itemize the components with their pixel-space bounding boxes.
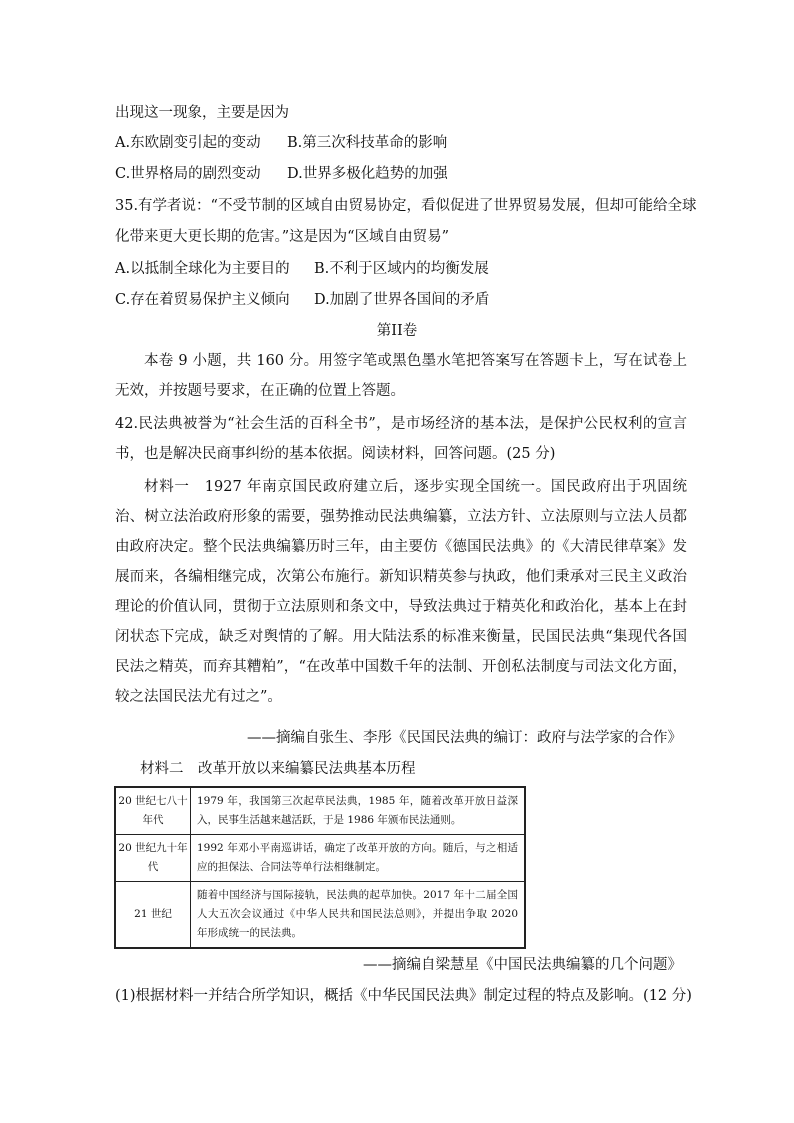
section2-title: 第II卷 [376, 323, 418, 339]
q35-stem-line2: 化带来更大更长期的危害。”这是因为“区域自由贸易” [115, 229, 449, 245]
q35-option-b: B.不利于区域内的均衡发展 [314, 261, 489, 277]
table-row [115, 882, 525, 949]
q34-option-a: A.东欧剧变引起的变动 [115, 135, 261, 151]
table-era-cell: 21 世纪 [115, 882, 191, 949]
table-text-cell: 随着中国经济与国际接轨，民法典的起草加快。2017 年十二届全国人大五次会议通过《中华人民共和国民法总则》，并提出争取 2020 年形成统一的民法典。 [191, 882, 526, 949]
q34-option-d: D.世界多极化趋势的加强 [287, 166, 448, 182]
q35-option-d: D.加剧了世界各国间的矛盾 [314, 292, 490, 308]
section2-intro: 本卷 9 小题，共 160 分。用签字笔或黑色墨水笔把答案写在答题卡上，写在试卷上无效，并按题号要求，在正确的位置上答题。 [115, 353, 687, 399]
table-row [115, 787, 525, 835]
q42-material1-source: ——摘编自张生、李彤《民国民法典的编订：政府与法学家的合作》 [247, 730, 682, 746]
q42-material2-title: 材料二 改革开放以来编纂民法典基本历程 [140, 761, 416, 777]
q35-stem-line1: 35.有学者说：“不受节制的区域自由贸易协定，看似促进了世界贸易发展，但却可能给全球 [115, 198, 697, 214]
q42-material1: 材料一 1927 年南京国民政府建立后，逐步实现全国统一。国民政府出于巩固统治、树立法治政府形象的需要，强势推动民法典编纂，立法方针、立法原则与立法人员都由政府决定。整个民法典编纂历时三年，由主要仿《德国民法典》的《大清民律草案》发展而来，各编相继完成，次第公布施行。新知识精英参与执政，他们秉承对三民主义政治理论的价值认同，贯彻于立法原则和条文中，导致法典过于精英化和政治化，基本上在封闭状态下完成，缺乏对舆情的了解。用大陆法系的标准来衡量，民国民法典“集现代各国民法之精英，而弃其糟粕”，“在改革中国数千年的法制、开创私法制度与司法文化方面，较之法国民法尤有过之”。 [115, 479, 687, 705]
table-era-cell: 20 世纪七八十年代 [115, 787, 191, 835]
q42-material2-source: ——摘编自梁慧星《中国民法典编纂的几个问题》 [363, 957, 682, 973]
q42-stem: 42.民法典被誉为“社会生活的百科全书”，是市场经济的基本法，是保护公民权利的宣言书，也是解决民商事纠纷的基本依据。阅读材料，回答问题。(25 分) [115, 416, 687, 462]
table-row [115, 835, 525, 882]
table-era-cell: 20 世纪九十年代 [115, 835, 191, 882]
history-table [114, 786, 526, 949]
q35-option-c: C.存在着贸易保护主义倾向 [115, 292, 290, 308]
table-text-cell: 1992 年邓小平南巡讲话，确定了改革开放的方向。随后，与之相适应的担保法、合同法等单行法相继制定。 [191, 835, 526, 882]
q35-option-a: A.以抵制全球化为主要目的 [115, 261, 290, 277]
q34-stem-tail: 出现这一现象，主要是因为 [115, 105, 289, 121]
q34-option-c: C.世界格局的剧烈变动 [115, 166, 261, 182]
q34-option-b: B.第三次科技革命的影响 [287, 135, 448, 151]
q42-sub1: (1)根据材料一并结合所学知识，概括《中华民国民法典》制定过程的特点及影响。(12 分) [115, 988, 692, 1004]
table-text-cell: 1979 年，我国第三次起草民法典，1985 年，随着改革开放日益深入，民事生活越来越活跃，于是 1986 年颁布民法通则。 [191, 787, 526, 835]
